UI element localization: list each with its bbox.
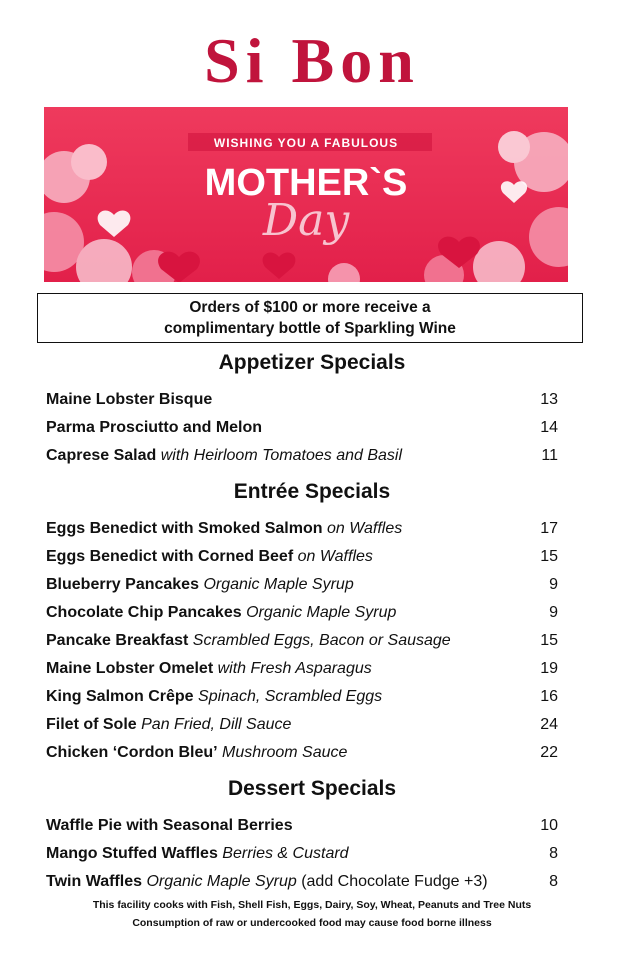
item-name: Caprese Salad <box>46 447 157 464</box>
item-name: Pancake Breakfast <box>46 632 189 649</box>
item-name: Eggs Benedict with Smoked Salmon <box>46 520 323 537</box>
promo-line-1: Orders of $100 or more receive a <box>189 299 431 316</box>
item-description: with Fresh Asparagus <box>217 660 372 677</box>
item-description: with Heirloom Tomatoes and Basil <box>160 447 403 464</box>
item-description: Berries & Custard <box>222 845 349 862</box>
menu-item <box>46 574 560 596</box>
item-name: Chicken ‘Cordon Bleu’ <box>46 744 218 761</box>
section-heading: Appetizer Specials <box>218 351 406 374</box>
item-description: Pan Fried, Dill Sauce <box>141 716 292 733</box>
item-price: 11 <box>541 447 558 464</box>
item-price: 16 <box>540 688 558 705</box>
item-price: 19 <box>540 660 558 677</box>
item-description: on Waffles <box>297 548 373 565</box>
item-name: Filet of Sole <box>46 716 137 733</box>
item-description: Organic Maple Syrup <box>146 873 297 890</box>
menu-item <box>46 815 560 837</box>
item-price: 15 <box>540 548 558 565</box>
item-name: Blueberry Pancakes <box>46 576 199 593</box>
item-name: Eggs Benedict with Corned Beef <box>46 548 294 565</box>
menu-item <box>46 843 560 865</box>
item-name: Waffle Pie with Seasonal Berries <box>46 817 293 834</box>
item-description: Spinach, Scrambled Eggs <box>198 688 383 705</box>
menu-item <box>46 658 560 680</box>
item-description: Mushroom Sauce <box>222 744 348 761</box>
item-price: 8 <box>549 845 558 862</box>
promo-line-2: complimentary bottle of Sparkling Wine <box>164 320 456 337</box>
item-price: 15 <box>540 632 558 649</box>
item-price: 24 <box>540 716 558 733</box>
item-name: King Salmon Crêpe <box>46 688 194 705</box>
section-heading: Entrée Specials <box>233 480 391 503</box>
item-description: Scrambled Eggs, Bacon or Sausage <box>192 632 451 649</box>
item-price: 9 <box>549 576 558 593</box>
menu-item <box>46 714 560 736</box>
item-name: Maine Lobster Omelet <box>46 660 214 677</box>
restaurant-logo <box>0 22 624 98</box>
menu-item <box>46 518 560 540</box>
item-name: Maine Lobster Bisque <box>46 391 213 408</box>
item-description: Organic Maple Syrup <box>246 604 397 621</box>
banner-tagline: WISHING YOU A FABULOUS <box>213 136 399 150</box>
menu-item <box>46 445 560 467</box>
menu-item <box>46 417 560 439</box>
item-price: 8 <box>549 873 558 890</box>
item-name: Chocolate Chip Pancakes <box>46 604 242 621</box>
item-description: on Waffles <box>326 520 403 537</box>
logo-text: Si Bon <box>204 25 420 96</box>
item-price: 9 <box>549 604 558 621</box>
item-name: Parma Prosciutto and Melon <box>46 419 263 436</box>
item-price: 10 <box>540 817 558 834</box>
banner-script: Day <box>262 195 350 246</box>
item-price: 13 <box>540 391 558 408</box>
item-addon: (add Chocolate Fudge +3) <box>301 873 488 890</box>
menu-item <box>46 546 560 568</box>
menu-item <box>46 602 560 624</box>
banner-headline: MOTHER`S <box>204 162 408 204</box>
menu-item <box>46 389 560 411</box>
menu-item <box>46 686 560 708</box>
menu-item <box>46 630 560 652</box>
food-safety-notice: Consumption of raw or undercooked food may cause food borne illness <box>132 917 492 929</box>
section-heading: Dessert Specials <box>227 777 397 800</box>
menu-item <box>46 871 560 893</box>
item-price: 17 <box>540 520 558 537</box>
promo-box <box>37 293 583 343</box>
menu-item <box>46 742 560 764</box>
mothers-day-banner <box>44 107 568 282</box>
item-name: Twin Waffles <box>46 873 142 890</box>
item-name: Mango Stuffed Waffles <box>46 845 218 862</box>
item-price: 22 <box>540 744 558 761</box>
item-description: Organic Maple Syrup <box>203 576 354 593</box>
allergen-notice: This facility cooks with Fish, Shell Fish, Eggs, Dairy, Soy, Wheat, Peanuts and Tree Nuts <box>92 899 532 911</box>
item-price: 14 <box>540 419 558 436</box>
